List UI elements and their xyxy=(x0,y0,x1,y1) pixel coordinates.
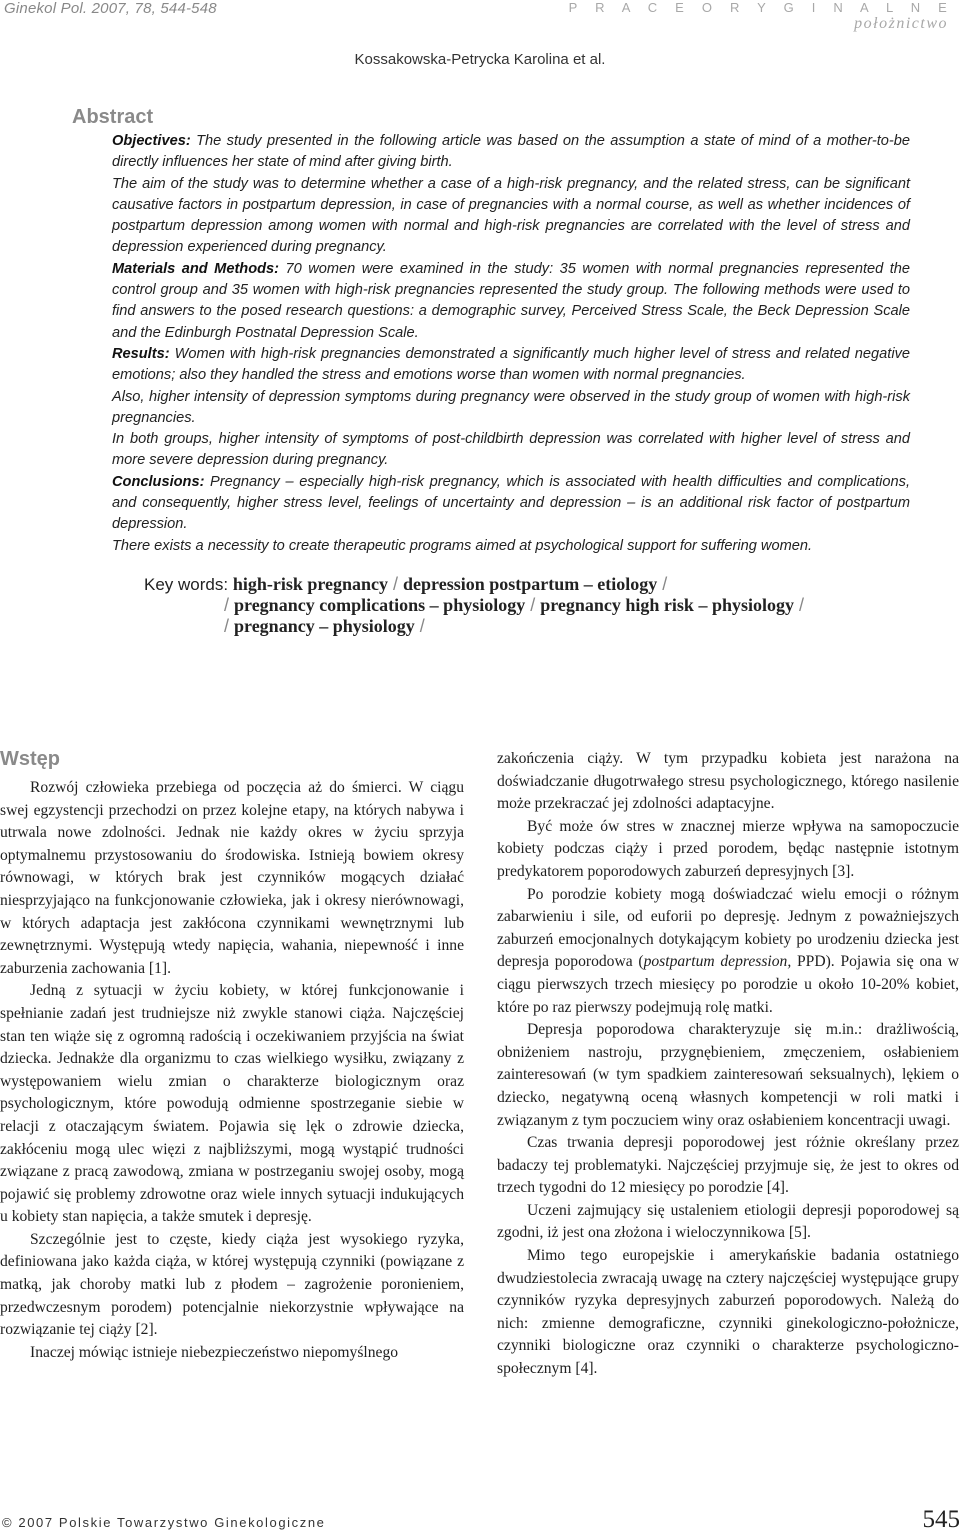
results-label: Results: xyxy=(112,345,170,362)
ppd-text-after: PPD). Pojawia się ona w ciągu pierwszych trzech miesięcy po porodzie u około 10-20% kobiet, które po raz pierwszy podejmują rolę matki. xyxy=(497,953,959,1016)
intro-heading: Wstęp xyxy=(0,748,60,770)
body-paragraph: Uczeni zajmujący się ustaleniem etiologii depresji poporodowej są zgodni, iż jest ona złożona i wieloczynnikowa [5]. xyxy=(497,1201,959,1242)
section-subtitle: położnictwo xyxy=(854,15,948,32)
page-footer xyxy=(0,1506,960,1536)
body-paragraph: Szczególnie jest to częste, kiedy ciąża jest wysokiego ryzyka, definiowana jako każda ciąża, w której występują czynniki (powiązane z matką, jak choroby matki lub z płodem – zagrożenie poronieniem, przedwczesnym porodem) potencjalnie niekorzystnie wpływające na rozwiązanie tej ciąży [2]. xyxy=(0,1230,464,1339)
body-paragraph: Być może ów stres w znacznej mierze wpływa na samopoczucie kobiety podczas ciąży i przed porodem, będąc następnie istotnym predykatorem poporodowych zaburzeń depresyjnych [3]. xyxy=(497,817,959,880)
abstract-section xyxy=(72,106,910,557)
conclusions-label: Conclusions: xyxy=(112,473,205,490)
keyword-separator: / xyxy=(414,616,425,636)
body-paragraph: Rozwój człowieka przebiega od poczęcia aż do śmierci. W ciągu swej egzystencji przechodzi on przez kolejne etapy, na których nabywa i utrwala nowe zdolności. Jednak nie każdy okres w życiu sprzyja optymalnemu przystosowaniu do środowiska. Istnieją bowiem okresy równowagi, w których brak jest czynników mogących działać niesprzyjająco na funkcjonowanie człowieka, jak i okresy nierównowagi, w których adaptacja jest zakłócona czynnikami wewnętrznymi lub zewnętrznymi. Występują wtedy napięcia, wahania, niepewność i inne zaburzenia zachowania [1]. xyxy=(0,779,464,977)
keyword-term: depression postpartum – etiology xyxy=(403,574,658,594)
abstract-heading: Abstract xyxy=(72,106,154,128)
section-label: P R A C E O R Y G I N A L N E xyxy=(568,0,954,15)
body-paragraph: Inaczej mówiąc istnieje niebezpieczeństwo niepomyślnego xyxy=(30,1343,399,1361)
abstract-conclusions-2: There exists a necessity to create therapeutic programs aimed at psychological support for suffering women. xyxy=(112,537,813,554)
objectives-text: The study presented in the following article was based on the assumption a state of mind of a mother-to-be directly influences her state of mind after giving birth. xyxy=(112,133,910,171)
body-paragraph: Depresja poporodowa charakteryzuje się m.in.: drażliwością, obniżeniem nastroju, przygnębieniem, zmęczeniem, osłabieniem zainteresowań (w tym spadkiem zainteresowań seksualnych), lękiem o dziecko, negatywną oceną własnych kompetencji w roli matki i związanym z tym poczuciem winy oraz osłabieniem koncentracji uwagi. xyxy=(497,1021,959,1129)
keyword-term: pregnancy – physiology xyxy=(234,616,415,636)
abstract-methods xyxy=(72,259,910,344)
ppd-text-before: Po porodzie kobiety mogą doświadczać wielu emocji o różnym zabarwieniu i sile, od euforii po depresję. Jednym z poważniejszych zaburzeń emocjonalnych dotykającym kobiety po urodzeniu dziecka jest depresja poporodowa ( xyxy=(497,885,959,971)
objectives-label: Objectives: xyxy=(112,133,191,149)
keyword-term: high-risk pregnancy xyxy=(232,574,389,594)
ppd-term: postpartum depression, xyxy=(643,953,792,971)
abstract-objectives xyxy=(72,131,910,174)
page-number: 545 xyxy=(922,1506,960,1533)
keyword-separator: / xyxy=(224,616,235,636)
body-column-left xyxy=(0,748,464,1364)
copyright-notice: © 2007 Polskie Towarzystwo Ginekologiczne xyxy=(2,1515,326,1530)
abstract-conclusions xyxy=(72,472,910,536)
keywords-line xyxy=(144,616,934,637)
keyword-separator: / xyxy=(657,574,668,594)
body-paragraph-ppd xyxy=(497,884,959,1020)
keyword-separator: / xyxy=(224,595,235,615)
abstract-results xyxy=(72,344,910,387)
keyword-term: pregnancy complications – physiology xyxy=(234,595,526,615)
keywords-line xyxy=(144,595,934,616)
body-paragraph: Jedną z sytuacji w życiu kobiety, w której funkcjonowanie i spełnianie zadań jest trudniejsze niż zwykle stanowi ciąża. Najczęściej stan ten wiąże się z ogromną radością i oczekiwaniem przyjścia na świat dziecka. Jednakże dla organizmu to czas wielkiego wysiłku, związany z występowaniem wielu zmian o charakterze biologicznym oraz psychologicznym, które powodują odmienne spostrzeganie siebie w relacji z otaczającym światem. Pojawia się lęk o zdrowie dziecka, zakłóceniu mogą ulec więzi z najbliższymi, mogą wystąpić trudności związane z pracą zawodową, zmiana w postrzeganiu swojej osoby, mogą pojawić się problemy zdrowotne oraz wiele innych sytuacji indukujących u kobiety stan napięcia, a także smutek i depresję. xyxy=(0,982,464,1226)
methods-label: Materials and Methods: xyxy=(112,260,280,277)
keyword-term: pregnancy high risk – physiology xyxy=(540,595,794,615)
methods-text: 70 women were examined in the study: 35 women with normal pregnancies represented the control group and 35 women with high-risk pregnancies represented the study group. The following methods were used to find answers to the posed research questions: a demographic survey, Perceived Stress Scale, the Beck Depression Scale and the Edinburgh Postnatal Depression Scale. xyxy=(112,260,910,341)
abstract-results-2: Also, higher intensity of depression symptoms during pregnancy were observed in the study group of women with high-risk pregnancies. xyxy=(112,388,910,426)
body-paragraph: Mimo tego europejskie i amerykańskie badania ostatniego dwudziestolecia zwracają uwagę na cztery najczęściej występujące grupy czynników ryzyka depresyjnych zaburzeń poporodowych. Należą do nich: zmienne demograficzne, czynniki ginekologiczno-położnicze, czynniki biologiczne oraz czynniki o charakterze psychologiczno-społecznym [4]. xyxy=(497,1247,959,1378)
keywords-label: Key words: xyxy=(144,575,233,594)
journal-reference: Ginekol Pol. 2007, 78, 544-548 xyxy=(4,0,217,17)
keywords-block xyxy=(144,574,934,637)
conclusions-text: Pregnancy – especially high-risk pregnancy, which is associated with health difficulties and complications, and consequently, higher stress level, feelings of uncertainty and depression – is an additional risk factor of postpartum depression. xyxy=(112,473,910,533)
keywords-line xyxy=(144,574,934,595)
body-paragraph-continued: zakończenia ciąży. W tym przypadku kobieta jest narażona na doświadczanie długotrwałego stresu psychologicznego, którego nasilenie może przekraczać jej zdolności adaptacyjne. xyxy=(497,750,959,813)
body-paragraph: Czas trwania depresji poporodowej jest różnie określany przez badaczy tej problematyki. Najczęściej przyjmuje się, że jest to okres od trzech tygodni do 12 miesięcy po porodzie [4]. xyxy=(497,1134,959,1197)
abstract-results-3: In both groups, higher intensity of symptoms of post-childbirth depression was correlated with higher level of stress and more severe depression during pregnancy. xyxy=(112,431,910,469)
keyword-separator: / xyxy=(388,574,404,594)
keyword-separator: / xyxy=(525,595,541,615)
body-column-right xyxy=(497,748,959,1381)
abstract-aim: The aim of the study was to determine whether a case of a high-risk pregnancy, and the related stress, can be significant causative factors in postpartum depression, in case of pregnancies with a normal course, as well as whether incidences of postpartum depression among women with normal and high-risk pregnancies are correlated with the level of stress and depression experienced during pregnancy. xyxy=(112,175,910,256)
keyword-separator: / xyxy=(793,595,804,615)
author-line: Kossakowska-Petrycka Karolina et al. xyxy=(354,51,606,68)
results-text: Women with high-risk pregnancies demonstrated a significantly much higher level of stress and related negative emotions; also they handled the stress and emotions worse than women with normal pregnancies. xyxy=(112,345,910,384)
